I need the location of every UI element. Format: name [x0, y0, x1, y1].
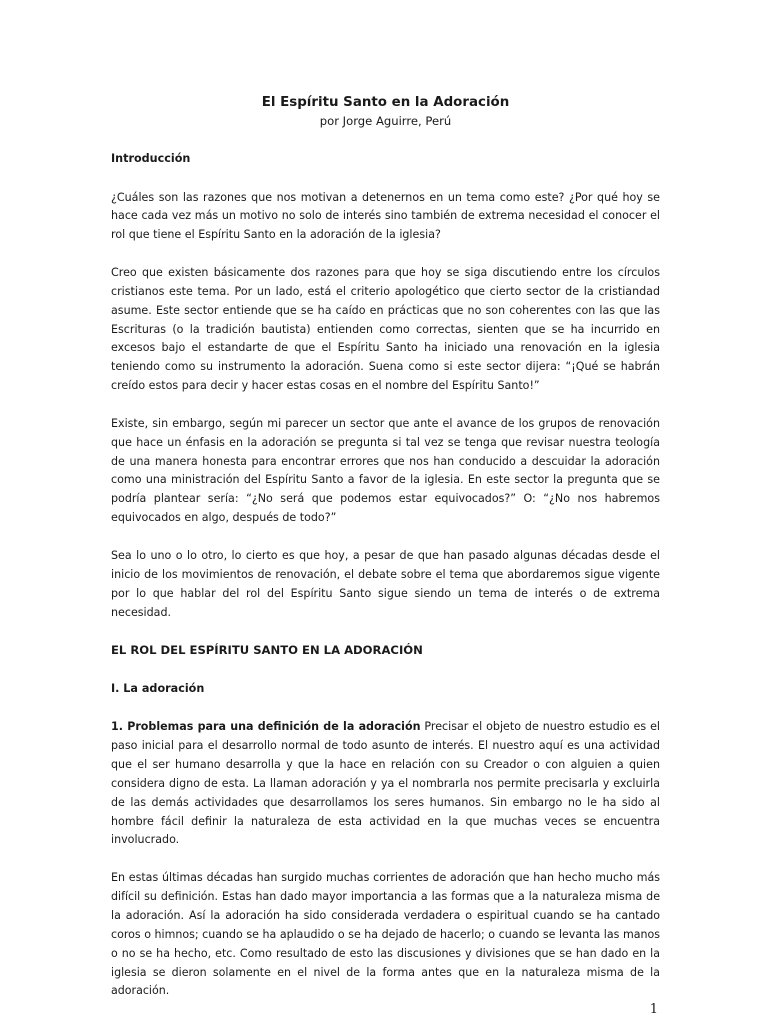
document-page [111, 94, 660, 1020]
page-number: 1 [649, 1002, 658, 1017]
document-author: por Jorge Aguirre, Perú [319, 114, 452, 128]
problem-text: Precisar el objeto de nuestro estudio es el paso inicial para el desarrollo normal de todo asunto de interés. El nuestro aquí es una actividad que el ser humano desarrolla y que la hace en relación con su Creador o con alguien a quien considera digno de esta. La llaman adoración y ya el nombrarla nos permite precisarla y excluirla de las demás actividades que desarrollamos los seres humanos. Sin embargo no le ha sido al hombre fácil definir la naturaleza de esta actividad en la que muchas veces se encuentra involucrado. [111, 720, 660, 847]
intro-paragraph-1: ¿Cuáles son las razones que nos motivan a detenernos en un tema como este? ¿Por qué hoy se hace cada vez más un motivo no solo de interés sino también de extrema necesidad el conocer el rol que tiene el Espíritu Santo en la adoración de la iglesia? [111, 190, 660, 242]
intro-heading: Introducción [111, 152, 191, 165]
problem-paragraph [111, 718, 660, 850]
closing-paragraph: En estas últimas décadas han surgido muchas corrientes de adoración que han hecho mucho más difícil su definición. Estas han dado mayor importancia a las formas que a la naturaleza misma de la adoración. Así la adoración ha sido considerada verdadera o espiritual cuando se ha cantado coros o himnos; cuando se ha aplaudido o se ha dejado de hacerlo; o cuando se levanta las manos o no se ha hecho, etc. Como resultado de esto las discusiones y divisiones que se han dado en la iglesia se dieron solamente en el nivel de la forma antes que en la naturaleza misma de la adoración. [111, 871, 660, 998]
intro-paragraph-2: Creo que existen básicamente dos razones para que hoy se siga discutiendo entre los círculos cristianos este tema. Por un lado, está el criterio apologético que cierto sector de la cristiandad asume. Este sector entiende que se ha caído en prácticas que no son coherentes con las que las Escrituras (o la tradición bautista) entienden como correctas, sienten que se ha incurrido en excesos bajo el estandarte de que el Espíritu Santo ha iniciado una renovación en la iglesia teniendo como su instrumento la adoración. Suena como si este sector dijera: “¡Qué se habrán creído estos para decir y hacer estas cosas en el nombre del Espíritu Santo!” [111, 266, 660, 393]
document-title: El Espíritu Santo en la Adoración [261, 95, 510, 110]
subsection-heading: I. La adoración [111, 681, 205, 695]
intro-paragraph-4: Sea lo uno o lo otro, lo cierto es que hoy, a pesar de que han pasado algunas décadas desde el inicio de los movimientos de renovación, el debate sobre el tema que abordaremos sigue vigente por lo que hablar del rol del Espíritu Santo sigue siendo un tema de interés o de extrema necesidad. [111, 549, 660, 619]
problem-lead: 1. Problemas para una definición de la adoración [111, 720, 421, 734]
intro-paragraph-3: Existe, sin embargo, según mi parecer un sector que ante el avance de los grupos de renovación que hace un énfasis en la adoración se pregunta si tal vez se tenga que revisar nuestra teología de una manera honesta para encontrar errores que nos han conducido a descuidar la adoración como una ministración del Espíritu Santo a favor de la iglesia. En este sector la pregunta que se podría plantear sería: “¿No será que podemos estar equivocados?” O: “¿No nos habremos equivocados en algo, después de todo?” [111, 416, 660, 525]
section-heading: EL ROL DEL ESPÍRITU SANTO EN LA ADORACIÓN [111, 643, 423, 658]
